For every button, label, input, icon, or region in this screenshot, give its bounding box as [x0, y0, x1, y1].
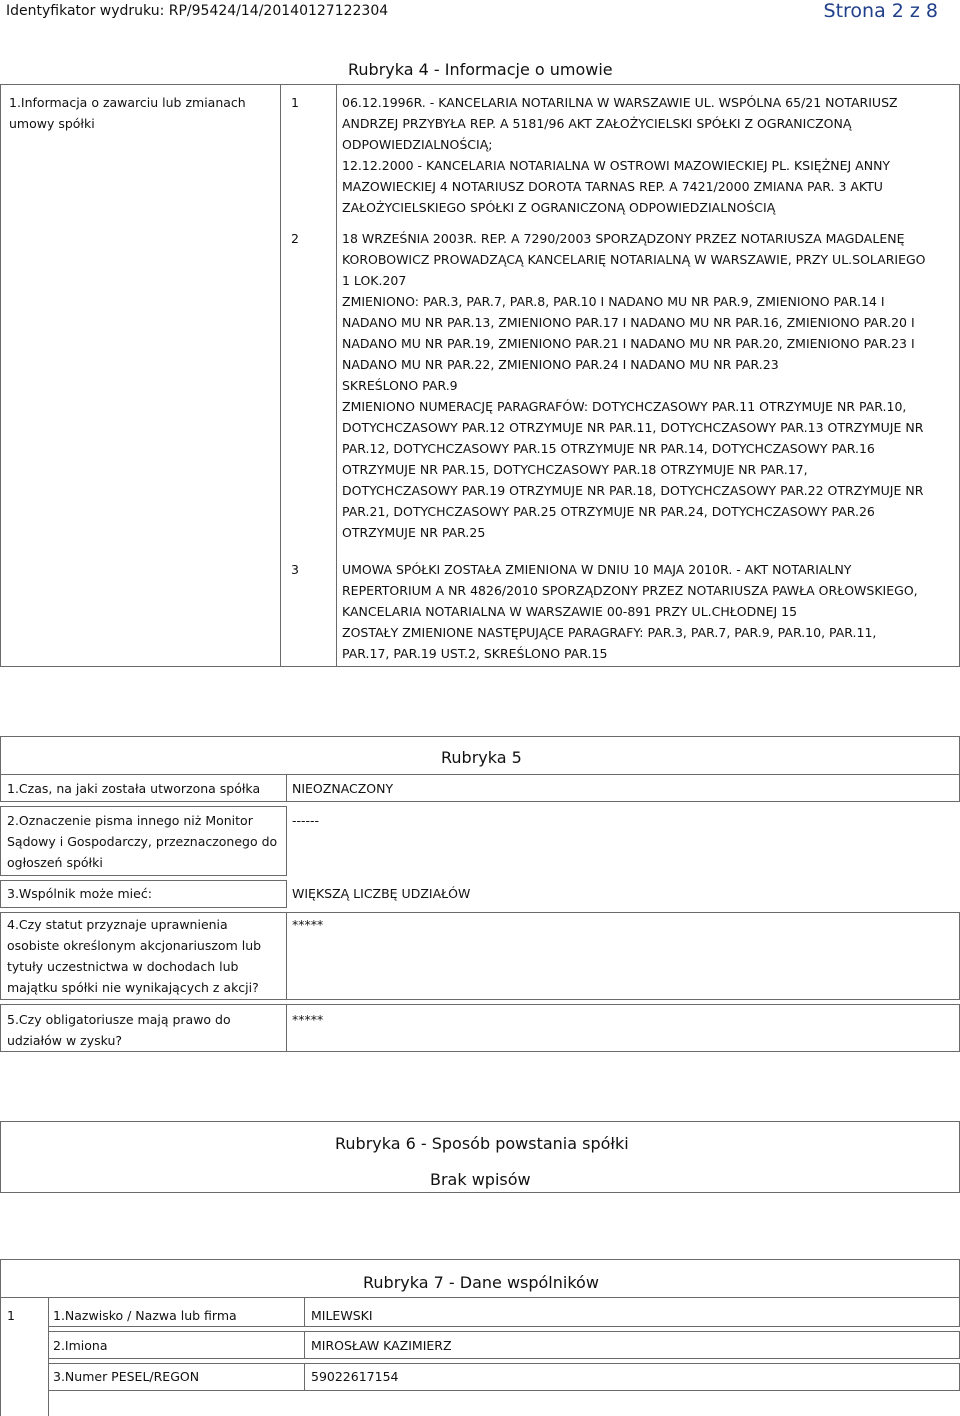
field-value: 59022617154	[311, 1369, 399, 1384]
entry-text: UMOWA SPÓŁKI ZOSTAŁA ZMIENIONA W DNIU 10 MAJA 2010R. - AKT NOTARIALNY REPERTORIUM A NR 4826/2010 SPORZĄDZONY PRZEZ NOTARIUSZA PAWŁA ORŁOWSKIEGO, KANCELARIA NOTARIALNA W WARSZAWIE 00-891 PRZY UL.CHŁODNEJ 15 ZOSTAŁY ZMIENIONE NASTĘPUJĄCE PARAGRAFY: PAR.3, PAR.7, PAR.9, PAR.10, PAR.11, PAR.17, PAR.19 UST.2, SKREŚLONO PAR.15	[342, 562, 918, 661]
entry-text: 06.12.1996R. - KANCELARIA NOTARILNA W WARSZAWIE UL. WSPÓLNA 65/21 NOTARIUSZ ANDRZEJ PRZYBYŁA REP. A 5181/96 AKT ZAŁOŻYCIELSKI SPÓŁKI Z OGRANICZONĄ ODPOWIEDZIALNOŚCIĄ; 12.12.2000 - KANCELARIA NOTARIALNA W OSTROWI MAZOWIECKIEJ PL. KSIĘŻNEJ ANNY MAZOWIECKIEJ 4 NOTARIUSZ DOROTA TARNAS REP. A 7421/2000 ZMIANA PAR. 3 AKTU ZAŁOŻYCIELSKIEGO SPÓŁKI Z OGRANICZONĄ ODPOWIEDZIALNOŚCIĄ	[342, 95, 898, 215]
rubryka-4-title: Rubryka 4 - Informacje o umowie	[348, 60, 613, 79]
no-entries: Brak wpisów	[430, 1170, 531, 1189]
rubryka-6-title: Rubryka 6 - Sposób powstania spółki	[335, 1134, 629, 1153]
field-label: 3.Numer PESEL/REGON	[53, 1369, 200, 1384]
field-value: WIĘKSZĄ LICZBĘ UDZIAŁÓW	[292, 886, 471, 901]
field-label: 2.Oznaczenie pisma innego niż Monitor Sądowy i Gospodarczy, przeznaczonego do ogłoszeń spółki	[7, 813, 278, 870]
field-label: 4.Czy statut przyznaje uprawnienia osobiste określonym akcjonariuszom lub tytuły uczestnictwa w dochodach lub majątku spółki nie wynikających z akcji?	[7, 917, 262, 995]
field-value: MIROSŁAW KAZIMIERZ	[311, 1338, 452, 1353]
partner-number: 1	[7, 1308, 15, 1323]
field-label: 1.Nazwisko / Nazwa lub firma	[53, 1308, 237, 1323]
field-label: 5.Czy obligatoriusze mają prawo do udziałów w zysku?	[7, 1012, 231, 1048]
print-identifier: Identyfikator wydruku: RP/95424/14/20140127122304	[6, 3, 389, 19]
field-label: 3.Wspólnik może mieć:	[7, 886, 152, 901]
field-value: NIEOZNACZONY	[292, 781, 394, 796]
field-label: 2.Imiona	[53, 1338, 108, 1353]
field-label: 1.Czas, na jaki została utworzona spółka	[7, 781, 261, 796]
rubryka-5-title: Rubryka 5	[441, 748, 522, 767]
rubryka-7-title: Rubryka 7 - Dane wspólników	[363, 1273, 599, 1292]
entry-number: 1	[291, 95, 299, 110]
section-label: 1.Informacja o zawarciu lub zmianach umowy spółki	[9, 95, 246, 131]
field-value: ------	[292, 813, 320, 828]
entry-number: 2	[291, 231, 299, 246]
page-number: Strona 2 z 8	[823, 0, 938, 22]
entry-number: 3	[291, 562, 299, 577]
field-value: *****	[292, 1012, 324, 1027]
field-value: MILEWSKI	[311, 1308, 373, 1323]
entry-text: 18 WRZEŚNIA 2003R. REP. A 7290/2003 SPORZĄDZONY PRZEZ NOTARIUSZA MAGDALENĘ KOROBOWICZ PROWADZĄCĄ KANCELARIĘ NOTARIALNĄ W WARSZAWIE, PRZY UL.SOLARIEGO 1 LOK.207 ZMIENIONO: PAR.3, PAR.7, PAR.8, PAR.10 I NADANO MU NR PAR.9, ZMIENIONO PAR.14 I NADANO MU NR PAR.13, ZMIENIONO PAR.17 I NADANO MU NR PAR.16, ZMIENIONO PAR.20 I NADANO MU NR PAR.19, ZMIENIONO PAR.21 I NADANO MU NR PAR.20, ZMIENIONO PAR.23 I NADANO MU NR PAR.22, ZMIENIONO PAR.24 I NADANO MU NR PAR.23 SKREŚLONO PAR.9 ZMIENIONO NUMERACJĘ PARAGRAFÓW: DOTYCHCZASOWY PAR.11 OTRZYMUJE NR PAR.10, DOTYCHCZASOWY PAR.12 OTRZYMUJE NR PAR.11, DOTYCHCZASOWY PAR.13 OTRZYMUJE NR PAR.12, DOTYCHCZASOWY PAR.15 OTRZYMUJE NR PAR.14, DOTYCHCZASOWY PAR.16 OTRZYMUJE NR PAR.15, DOTYCHCZASOWY PAR.18 OTRZYMUJE NR PAR.17, DOTYCHCZASOWY PAR.19 OTRZYMUJE NR PAR.18, DOTYCHCZASOWY PAR.22 OTRZYMUJE NR PAR.21, DOTYCHCZASOWY PAR.25 OTRZYMUJE NR PAR.24, DOTYCHCZASOWY PAR.26 OTRZYMUJE NR PAR.25	[342, 231, 926, 540]
field-value: *****	[292, 917, 324, 932]
